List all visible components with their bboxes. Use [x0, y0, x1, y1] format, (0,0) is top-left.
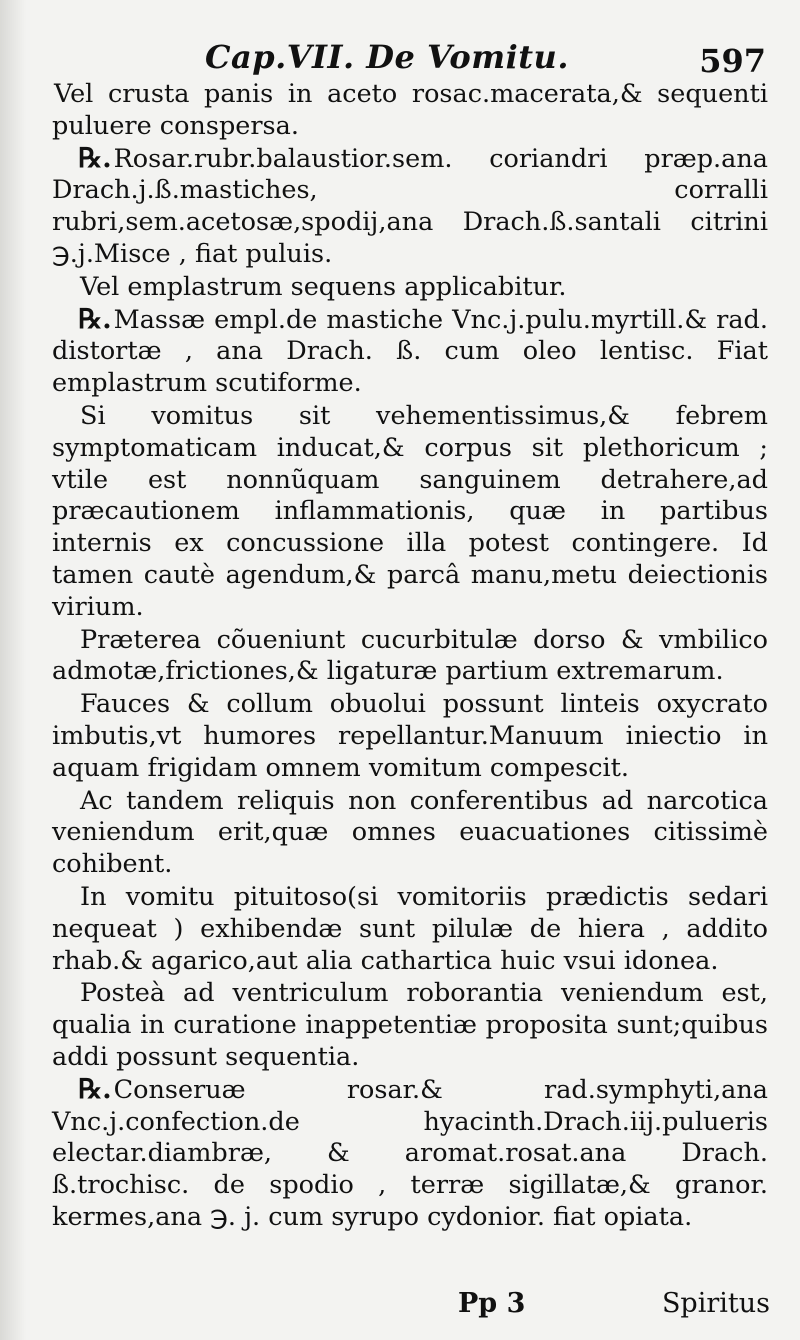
paragraph [52, 881, 768, 977]
paragraph [52, 400, 768, 624]
paragraph [52, 977, 768, 1073]
recipe-symbol: ℞. [78, 1073, 112, 1105]
paragraph-text: Si vomitus sit vehementissimus,& febrem symptomaticam inducat,& corpus sit plethoricum ; vtile est nonnũquam sanguinem detrahere,ad præcautionem inflammationis, quæ in partibus internis ex concussione illa potest contingere. Id tamen cautè agendum,& parcâ manu,metu deiectionis virium. [52, 400, 768, 622]
paragraph-text: Rosar.rubr.balaustior.sem. coriandri præp.ana Drach.j.ß.mastiches, corralli rubri,sem.acetosæ,spodij,ana Drach.ß.santali citrini ℈.j.Misce , fiat puluis. [52, 143, 768, 269]
paragraph [52, 624, 768, 689]
paragraph-text: Fauces & collum obuolui possunt linteis oxycrato imbutis,vt humores repellantur.Manuum iniectio in aquam frigidam omnem vomitum compescit. [52, 689, 768, 783]
signature-mark: Pp 3 [458, 1288, 526, 1319]
paragraph [52, 271, 768, 304]
recipe-symbol: ℞. [78, 142, 112, 174]
paragraph-text: Vel crusta panis in aceto rosac.macerata,& sequenti puluere conspersa. [52, 79, 768, 141]
paragraph [52, 785, 768, 881]
paragraph [52, 143, 768, 271]
paragraph-text: Conseruæ rosar.& rad.symphyti,ana Vnc.j.confection.de hyacinth.Drach.iij.pulueris electar.diambræ, & aromat.rosat.ana Drach. ß.trochisc. de spodio , terræ sigillatæ,& granor. kermes,ana ℈. j. cum syrupo cydonior. fiat opiata. [52, 1074, 768, 1232]
running-title: Cap.VII. De Vomitu. [205, 38, 569, 76]
catchword: Spiritus [661, 1288, 770, 1319]
page-footer [0, 1288, 800, 1328]
paragraph [52, 1074, 768, 1234]
paragraph-text: Vel emplastrum sequens applicabitur. [80, 271, 567, 302]
paragraph [52, 78, 768, 143]
paragraph [52, 688, 768, 784]
page-number: 597 [699, 42, 766, 80]
paragraph-text: Præterea cõueniunt cucurbitulæ dorso & vmbilico admotæ,frictiones,& ligaturæ partium extremarum. [52, 624, 768, 687]
paragraph-text: In vomitu pituitoso(si vomitoriis prædictis sedari nequeat ) exhibendæ sunt pilulæ de hiera , addito rhab.& agarico,aut alia cathartica huic vsui idonea. [52, 881, 768, 976]
paragraph-text: Ac tandem reliquis non conferentibus ad narcotica veniendum erit,quæ omnes euacuationes citissimè cohibent. [52, 785, 768, 880]
paragraph [52, 304, 768, 400]
paragraph-text: Posteà ad ventriculum roborantia veniendum est, qualia in curatione inappetentiæ proposita sunt;quibus addi possunt sequentia. [52, 978, 768, 1072]
page-body [52, 78, 768, 1234]
recipe-symbol: ℞. [78, 303, 112, 335]
paragraph-text: Massæ empl.de mastiche Vnc.j.pulu.myrtill.& rad. distortæ , ana Drach. ß. cum oleo lentisc. Fiat emplastrum scutiforme. [52, 304, 768, 399]
